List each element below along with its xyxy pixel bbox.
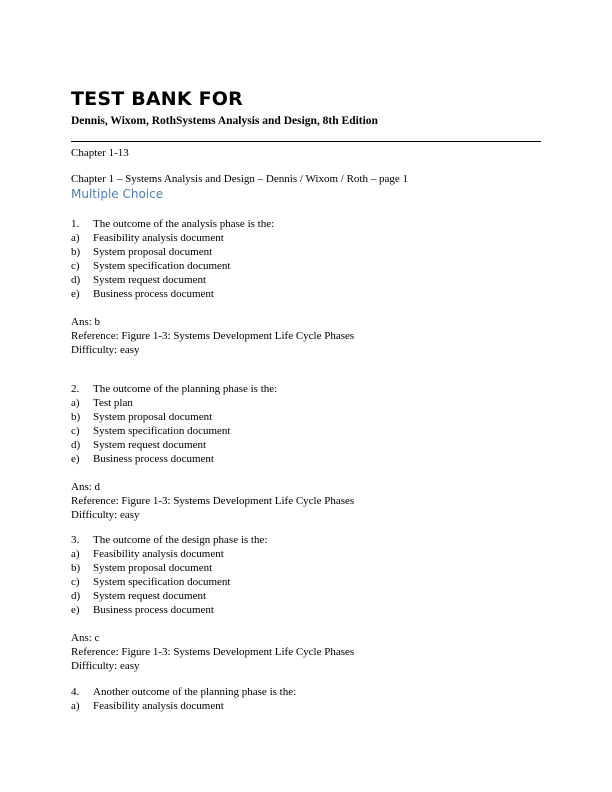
option-label: e) — [71, 453, 80, 465]
option-label: a) — [71, 397, 80, 409]
option-label: a) — [71, 548, 80, 560]
answer-option — [71, 287, 541, 301]
option-text: Test plan — [93, 397, 133, 409]
option-text: Business process document — [93, 453, 214, 465]
question-block — [71, 685, 541, 713]
reference-line: Reference: Figure 1-3: Systems Development Life Cycle Phases — [71, 495, 355, 507]
option-label: a) — [71, 700, 80, 712]
option-text: Business process document — [93, 288, 214, 300]
question-text: The outcome of the analysis phase is the: — [93, 218, 275, 230]
question-stem — [71, 533, 541, 547]
answer-key — [71, 631, 541, 673]
answer-option — [71, 603, 541, 617]
page-header-line: Chapter 1 – Systems Analysis and Design – Dennis / Wixom / Roth – page 1 — [71, 173, 408, 185]
option-text: System proposal document — [93, 246, 213, 258]
option-text: System request document — [93, 590, 207, 602]
question-number: 3. — [71, 534, 80, 546]
question-text: Another outcome of the planning phase is the: — [93, 686, 297, 698]
answer-option — [71, 259, 541, 273]
option-label: d) — [71, 439, 81, 451]
option-label: c) — [71, 576, 80, 588]
option-label: c) — [71, 260, 80, 272]
page-title: TEST BANK FOR — [71, 88, 243, 110]
answer-option — [71, 547, 541, 561]
option-text: System request document — [93, 274, 207, 286]
reference-line: Reference: Figure 1-3: Systems Development Life Cycle Phases — [71, 646, 355, 658]
option-text: System specification document — [93, 425, 231, 437]
answer-option — [71, 245, 541, 259]
option-text: Feasibility analysis document — [93, 700, 224, 712]
chapter-range: Chapter 1-13 — [71, 147, 129, 159]
difficulty-line: Difficulty: easy — [71, 660, 140, 672]
title-divider — [71, 141, 541, 142]
option-label: e) — [71, 288, 80, 300]
option-label: b) — [71, 246, 81, 258]
question-text: The outcome of the planning phase is the: — [93, 383, 278, 395]
question-block — [71, 217, 541, 357]
answer-option — [71, 424, 541, 438]
question-number: 1. — [71, 218, 80, 230]
difficulty-line: Difficulty: easy — [71, 509, 140, 521]
question-number: 4. — [71, 686, 80, 698]
book-subtitle: Dennis, Wixom, RothSystems Analysis and Design, 8th Edition — [71, 115, 378, 127]
answer-line: Ans: c — [71, 632, 100, 644]
option-text: Feasibility analysis document — [93, 232, 224, 244]
question-stem — [71, 382, 541, 396]
answer-option — [71, 575, 541, 589]
option-label: e) — [71, 604, 80, 616]
option-label: d) — [71, 274, 81, 286]
question-block — [71, 382, 541, 522]
option-text: Business process document — [93, 604, 214, 616]
answer-option — [71, 231, 541, 245]
answer-option — [71, 396, 541, 410]
option-label: a) — [71, 232, 80, 244]
option-text: System proposal document — [93, 411, 213, 423]
answer-key — [71, 480, 541, 522]
question-number: 2. — [71, 383, 80, 395]
option-label: c) — [71, 425, 80, 437]
answer-line: Ans: b — [71, 316, 101, 328]
difficulty-line: Difficulty: easy — [71, 344, 140, 356]
answer-option — [71, 589, 541, 603]
question-block — [71, 533, 541, 673]
answer-option — [71, 438, 541, 452]
reference-line: Reference: Figure 1-3: Systems Development Life Cycle Phases — [71, 330, 355, 342]
answer-option — [71, 699, 541, 713]
option-text: System request document — [93, 439, 207, 451]
option-text: System specification document — [93, 576, 231, 588]
answer-option — [71, 452, 541, 466]
section-heading: Multiple Choice — [71, 187, 164, 201]
option-text: System specification document — [93, 260, 231, 272]
option-text: System proposal document — [93, 562, 213, 574]
question-stem — [71, 685, 541, 699]
answer-option — [71, 273, 541, 287]
option-label: d) — [71, 590, 81, 602]
answer-option — [71, 410, 541, 424]
question-stem — [71, 217, 541, 231]
question-text: The outcome of the design phase is the: — [93, 534, 268, 546]
answer-option — [71, 561, 541, 575]
answer-key — [71, 315, 541, 357]
option-label: b) — [71, 562, 81, 574]
option-label: b) — [71, 411, 81, 423]
answer-line: Ans: d — [71, 481, 101, 493]
option-text: Feasibility analysis document — [93, 548, 224, 560]
